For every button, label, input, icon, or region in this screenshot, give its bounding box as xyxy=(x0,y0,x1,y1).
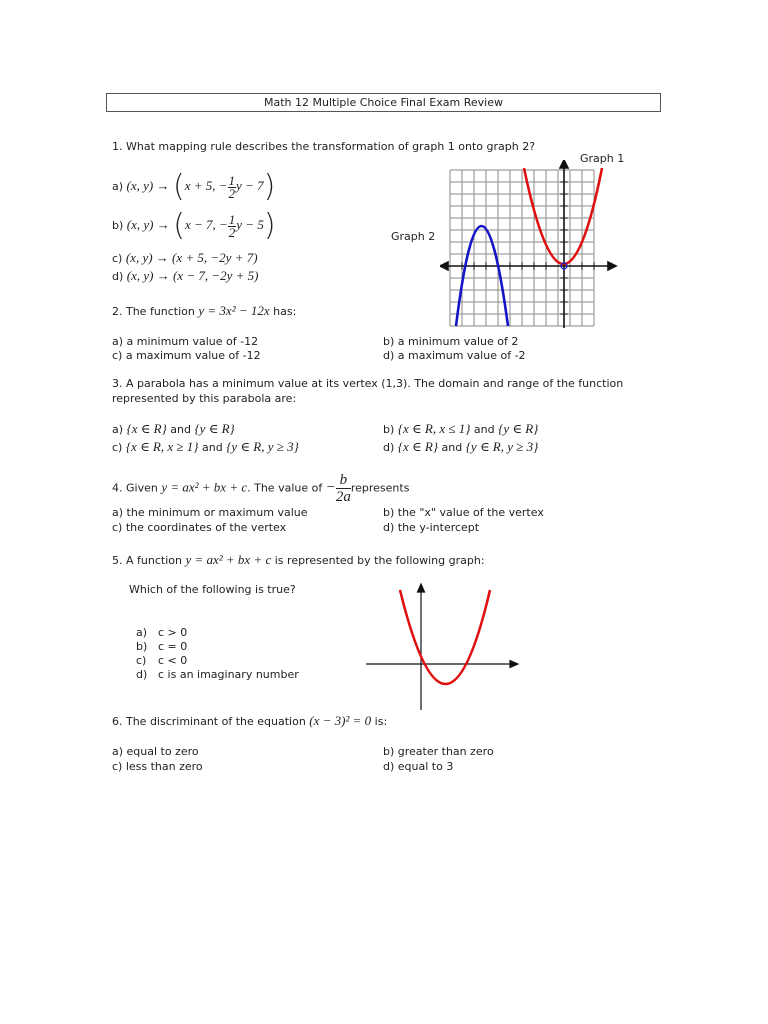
q5-a-text: c > 0 xyxy=(158,626,188,639)
q1-option-a xyxy=(112,169,276,204)
q5-option-a xyxy=(136,626,187,639)
q5-c-label: c) xyxy=(136,654,147,667)
q4-mid: . The value of xyxy=(247,481,323,495)
q1-graph xyxy=(440,160,620,330)
q4-frac-den: 2a xyxy=(335,489,351,505)
q1-b-label: b) xyxy=(112,219,124,232)
q1-a-lhs: (x, y) → xyxy=(126,178,170,193)
q4-expr: y = ax² + bx + c xyxy=(161,479,248,495)
q6-option-b: b) greater than zero xyxy=(383,745,494,758)
q6-option-d: d) equal to 3 xyxy=(383,760,454,773)
q2-option-d: d) a maximum value of -2 xyxy=(383,349,526,362)
q1-b-part1: x − 7, − xyxy=(184,217,228,232)
q4-option-c: c) the coordinates of the vertex xyxy=(112,521,287,534)
q3-c-set1: {x ∈ R, x ≥ 1} xyxy=(125,439,199,454)
q1-a-paren-close: ) xyxy=(263,169,276,204)
q3-option-a xyxy=(112,421,235,437)
q4-frac-num: b xyxy=(336,472,351,489)
q6-expr: (x − 3)² = 0 xyxy=(309,713,372,728)
q2-option-c: c) a maximum value of -12 xyxy=(112,349,261,362)
q4-option-a: a) the minimum or maximum value xyxy=(112,506,308,519)
q5-b-text: c = 0 xyxy=(158,640,188,653)
graph2-label: Graph 2 xyxy=(391,230,436,243)
q3-option-d xyxy=(383,439,538,455)
q1-option-b xyxy=(112,208,276,243)
q5-question xyxy=(112,552,485,568)
q3-a-set1: {x ∈ R} xyxy=(126,421,167,436)
q4-suffix: represents xyxy=(350,481,410,495)
q3-a-label: a) xyxy=(112,423,124,436)
q1-a-label: a) xyxy=(112,180,124,193)
q5-option-b xyxy=(136,640,187,653)
q1-d-expr: (x, y) → (x − 7, −2y + 5) xyxy=(126,268,259,283)
q3-b-and: and xyxy=(473,423,495,436)
q1-question: 1. What mapping rule describes the transformation of graph 1 onto graph 2? xyxy=(112,140,536,153)
q1-a-fraction xyxy=(228,172,237,201)
q1-a-part2: y − 7 xyxy=(236,178,264,193)
q1-grid xyxy=(450,170,594,326)
q1-b-part2: y − 5 xyxy=(236,217,264,232)
q2-question xyxy=(112,303,296,319)
page-title: Math 12 Multiple Choice Final Exam Review xyxy=(106,93,661,112)
q1-a-paren-open: ( xyxy=(173,169,185,204)
q6-option-c: c) less than zero xyxy=(112,760,203,773)
q1-option-d xyxy=(112,268,259,284)
q3-d-and: and xyxy=(441,441,463,454)
q2-prefix: 2. The function xyxy=(112,305,195,318)
q1-b-lhs: (x, y) → xyxy=(126,217,170,232)
q1-c-expr: (x, y) → (x + 5, −2y + 7) xyxy=(125,250,258,265)
q4-prefix: 4. Given xyxy=(112,481,158,495)
graph2-curve xyxy=(456,226,508,326)
q5-prefix: 5. A function xyxy=(112,554,182,567)
q1-b-paren-close: ) xyxy=(263,208,276,243)
q3-b-set1: {x ∈ R, x ≤ 1} xyxy=(397,421,471,436)
q6-question xyxy=(112,713,387,729)
q1-option-c xyxy=(112,250,258,266)
graph1-label: Graph 1 xyxy=(580,152,625,165)
q1-a-num: 1 xyxy=(228,172,236,188)
q3-b-label: b) xyxy=(383,423,395,436)
q6-prefix: 6. The discriminant of the equation xyxy=(112,715,306,728)
q5-d-label: d) xyxy=(136,668,148,681)
q5-option-d xyxy=(136,668,299,681)
q3-c-label: c) xyxy=(112,441,123,454)
q3-b-set2: {y ∈ R} xyxy=(498,421,539,436)
q5-suffix: is represented by the following graph: xyxy=(274,554,485,567)
q3-option-b xyxy=(383,421,538,437)
q3-question-line2: represented by this parabola are: xyxy=(112,392,297,405)
q5-parabola xyxy=(400,590,490,684)
q4-frac-sign: − xyxy=(325,479,336,496)
q2-suffix: has: xyxy=(273,305,297,318)
q5-d-text: c is an imaginary number xyxy=(158,668,299,681)
q4-option-d: d) the y-intercept xyxy=(383,521,480,534)
q1-b-den: 2 xyxy=(228,224,236,240)
q3-question-line1: 3. A parabola has a minimum value at its vertex (1,3). The domain and range of the function xyxy=(112,377,624,390)
q4-question xyxy=(112,472,409,505)
q1-b-fraction xyxy=(228,211,237,240)
q5-axes xyxy=(366,584,518,710)
q2-option-b: b) a minimum value of 2 xyxy=(383,335,519,348)
q5-expr: y = ax² + bx + c xyxy=(185,552,272,567)
q3-a-and: and xyxy=(170,423,191,436)
q4-option-b: b) the "x" value of the vertex xyxy=(383,506,544,519)
q1-b-paren-open: ( xyxy=(173,208,185,243)
q3-c-and: and xyxy=(201,441,223,454)
q4-fraction xyxy=(336,472,351,505)
q3-d-set2: {y ∈ R, y ≥ 3} xyxy=(465,439,539,454)
q1-ticks xyxy=(462,182,594,314)
q5-b-label: b) xyxy=(136,640,148,653)
q5-a-label: a) xyxy=(136,626,148,639)
q1-c-label: c) xyxy=(112,252,123,265)
q3-a-set2: {y ∈ R} xyxy=(194,421,235,436)
q3-d-label: d) xyxy=(383,441,395,454)
q3-d-set1: {x ∈ R} xyxy=(397,439,439,454)
q2-expr: y = 3x² − 12x xyxy=(198,303,270,318)
q1-b-num: 1 xyxy=(228,211,236,227)
q5-c-text: c < 0 xyxy=(158,654,188,667)
q1-d-label: d) xyxy=(112,270,124,283)
q6-option-a: a) equal to zero xyxy=(112,745,199,758)
q2-option-a: a) a minimum value of -12 xyxy=(112,335,259,348)
q5-subquestion: Which of the following is true? xyxy=(129,583,296,596)
q3-option-c xyxy=(112,439,299,455)
q6-suffix: is: xyxy=(374,715,388,728)
q5-option-c xyxy=(136,654,187,667)
q3-c-set2: {y ∈ R, y ≥ 3} xyxy=(226,439,299,454)
q1-a-den: 2 xyxy=(228,185,236,201)
q1-a-part1: x + 5, − xyxy=(184,178,228,193)
q5-graph xyxy=(366,582,522,712)
